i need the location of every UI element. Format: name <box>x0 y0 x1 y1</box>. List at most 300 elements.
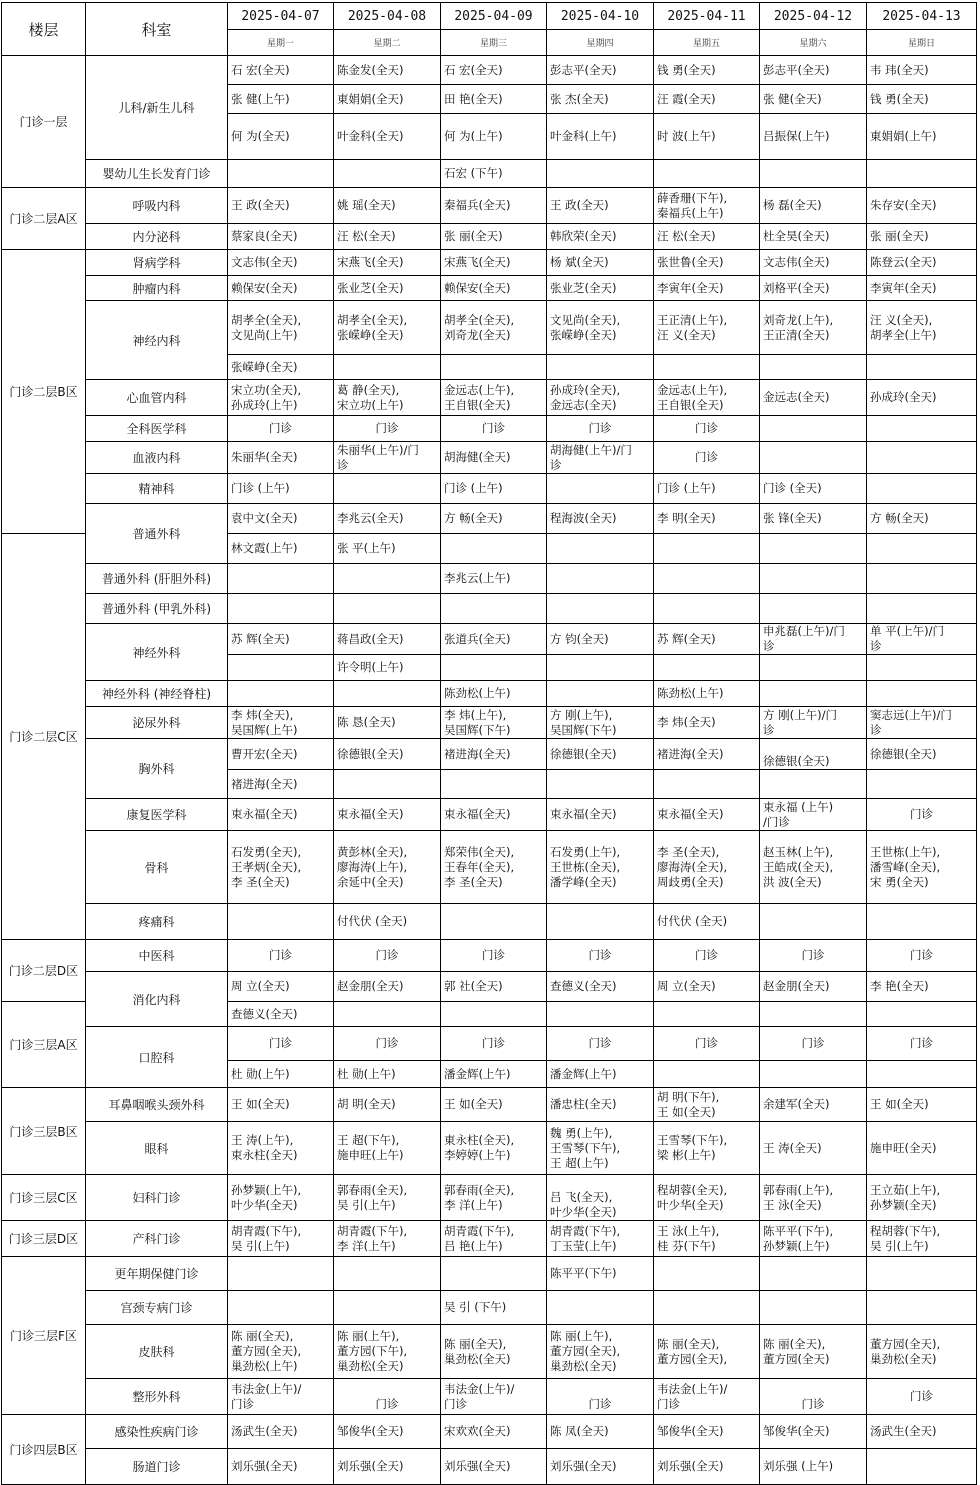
schedule-cell: 束永福 (上午) /门诊 <box>760 799 867 831</box>
dept-cell: 康复医学科 <box>86 799 228 831</box>
schedule-cell: 陈劲松(上午) <box>441 681 547 707</box>
schedule-cell: 胡 明(全天) <box>334 1088 441 1122</box>
schedule-cell: 石宏 (下午) <box>441 160 547 188</box>
schedule-cell <box>547 355 654 380</box>
schedule-cell: 张 丽(全天) <box>441 224 547 250</box>
dept-cell: 妇科门诊 <box>86 1175 228 1221</box>
weekday-header: 星期日 <box>867 30 977 56</box>
schedule-cell: 赵玉林(上午), 王皓成(全天), 洪 波(全天) <box>760 831 867 904</box>
schedule-cell <box>760 1291 867 1325</box>
schedule-cell: 张 平(上午) <box>334 534 441 564</box>
schedule-cell: 魏 勇(上午), 王雪琴(下午), 王 超(上午) <box>547 1122 654 1175</box>
schedule-cell: 石 宏(全天) <box>228 56 334 85</box>
schedule-cell: 门诊 <box>760 1379 867 1415</box>
schedule-cell <box>547 474 654 504</box>
schedule-cell: 吕 飞(全天), 叶少华(全天) <box>547 1175 654 1221</box>
schedule-cell: 束永福(全天) <box>654 799 760 831</box>
schedule-cell: 单 平(上午)/门 诊 <box>867 624 977 655</box>
weekday-header: 星期一 <box>228 30 334 56</box>
schedule-cell: 杜全昊(全天) <box>760 224 867 250</box>
schedule-cell: 赖保安(全天) <box>441 276 547 301</box>
schedule-row <box>2 188 977 224</box>
schedule-cell <box>654 655 760 681</box>
schedule-cell: 门诊 <box>547 1379 654 1415</box>
floor-cell: 门诊二层A区 <box>2 188 86 250</box>
date-header: 2025-04-09 <box>441 3 547 30</box>
schedule-cell <box>867 1257 977 1291</box>
schedule-cell: 付代伏 (全天) <box>334 904 441 940</box>
schedule-cell <box>334 1002 441 1027</box>
schedule-cell: 邹俊华(全天) <box>760 1415 867 1449</box>
schedule-cell: 葛 静(全天), 宋立功(上午) <box>334 380 441 416</box>
schedule-cell: 袁中文(全天) <box>228 504 334 534</box>
schedule-cell: 文志伟(全天) <box>228 250 334 276</box>
schedule-cell <box>867 564 977 594</box>
dept-cell: 宫颈专病门诊 <box>86 1291 228 1325</box>
schedule-cell <box>547 904 654 940</box>
schedule-cell <box>760 160 867 188</box>
schedule-cell <box>334 681 441 707</box>
dept-cell: 中医科 <box>86 940 228 972</box>
schedule-cell: 潘金辉(上午) <box>441 1061 547 1088</box>
schedule-cell: 李兆云(全天) <box>334 504 441 534</box>
schedule-cell: 李 炜(全天) <box>654 707 760 739</box>
schedule-cell: 赖保安(全天) <box>228 276 334 301</box>
schedule-cell <box>867 904 977 940</box>
schedule-cell: 张道兵(全天) <box>441 624 547 655</box>
schedule-cell <box>334 1257 441 1291</box>
schedule-cell: 门诊 <box>654 442 760 474</box>
schedule-row <box>2 56 977 85</box>
schedule-cell: 潘忠柱(全天) <box>547 1088 654 1122</box>
schedule-cell: 门诊 <box>228 416 334 442</box>
header-floor: 楼层 <box>2 3 86 56</box>
schedule-cell: 李兆云(上午) <box>441 564 547 594</box>
schedule-cell: 金远志(全天) <box>760 380 867 416</box>
floor-cell: 门诊二层B区 <box>2 250 86 534</box>
schedule-cell <box>441 904 547 940</box>
schedule-cell: 刘格平(全天) <box>760 276 867 301</box>
dept-cell: 口腔科 <box>86 1027 228 1088</box>
floor-cell: 门诊三层F区 <box>2 1257 86 1415</box>
schedule-cell: 张 丽(全天) <box>867 224 977 250</box>
dept-cell: 神经外科 (神经脊柱) <box>86 681 228 707</box>
schedule-cell: 韦法金(上午)/ 门诊 <box>228 1379 334 1415</box>
schedule-cell: 刘乐强(全天) <box>228 1449 334 1485</box>
schedule-row <box>2 224 977 250</box>
schedule-cell: 何 为(全天) <box>228 114 334 160</box>
dept-cell: 消化内科 <box>86 972 228 1027</box>
schedule-cell: 陈 丽(全天), 董方园(全天) <box>760 1325 867 1379</box>
schedule-cell: 朱存安(全天) <box>867 188 977 224</box>
schedule-cell: 潘金辉(上午) <box>547 1061 654 1088</box>
schedule-cell <box>228 681 334 707</box>
schedule-cell <box>867 1449 977 1485</box>
schedule-cell: 苏 辉(全天) <box>654 624 760 655</box>
schedule-cell: 胡孝全(全天), 文见尚(上午) <box>228 301 334 355</box>
dept-cell: 胸外科 <box>86 739 228 799</box>
date-header: 2025-04-07 <box>228 3 334 30</box>
schedule-cell: 方 畅(全天) <box>441 504 547 534</box>
schedule-cell <box>334 770 441 799</box>
schedule-cell: 東娟娟(上午) <box>867 114 977 160</box>
schedule-cell: 门诊 <box>228 940 334 972</box>
dept-cell: 疼痛科 <box>86 904 228 940</box>
schedule-cell: 黄彭林(全天), 廖海涛(上午), 余延中(全天) <box>334 831 441 904</box>
schedule-cell: 吕振保(上午) <box>760 114 867 160</box>
schedule-cell: 张嵘峥(全天) <box>228 355 334 380</box>
schedule-cell: 邹俊华(全天) <box>654 1415 760 1449</box>
schedule-cell <box>760 770 867 799</box>
schedule-cell: 朱丽华(全天) <box>228 442 334 474</box>
schedule-cell: 门诊 <box>654 1027 760 1061</box>
schedule-cell: 徐德银(全天) <box>867 739 977 770</box>
schedule-cell: 束永福(全天) <box>441 799 547 831</box>
schedule-cell <box>760 564 867 594</box>
schedule-cell: 门诊 <box>547 1027 654 1061</box>
dept-cell: 内分泌科 <box>86 224 228 250</box>
schedule-cell: 王 如(全天) <box>441 1088 547 1122</box>
schedule-cell <box>547 594 654 624</box>
schedule-cell <box>547 770 654 799</box>
schedule-cell: 褚进海(全天) <box>654 739 760 770</box>
schedule-cell <box>867 1291 977 1325</box>
schedule-cell <box>760 416 867 442</box>
schedule-cell: 周 立(全天) <box>654 972 760 1002</box>
schedule-cell: 徐德银(全天) <box>334 739 441 770</box>
dept-cell: 神经内科 <box>86 301 228 380</box>
schedule-cell: 林文霞(上午) <box>228 534 334 564</box>
schedule-cell: 付代伏 (全天) <box>654 904 760 940</box>
schedule-row <box>2 1291 977 1325</box>
schedule-cell <box>334 474 441 504</box>
schedule-cell: 赵金朋(全天) <box>760 972 867 1002</box>
schedule-cell: 郭春雨(全天), 吴 引(上午) <box>334 1175 441 1221</box>
dept-cell: 婴幼儿生长发育门诊 <box>86 160 228 188</box>
schedule-table <box>1 2 977 1485</box>
schedule-cell: 陈 恳(全天) <box>334 707 441 739</box>
schedule-cell: 门诊 <box>441 1027 547 1061</box>
schedule-cell: 门诊 <box>228 1027 334 1061</box>
schedule-cell: 杨 斌(全天) <box>547 250 654 276</box>
schedule-cell: 门诊 (上午) <box>441 474 547 504</box>
schedule-cell: 彭志平(全天) <box>760 56 867 85</box>
schedule-cell: 韦法金(上午)/ 门诊 <box>441 1379 547 1415</box>
weekday-header: 星期四 <box>547 30 654 56</box>
schedule-cell: 郭春雨(上午), 王 泳(全天) <box>760 1175 867 1221</box>
schedule-cell: 门诊 (上午) <box>654 474 760 504</box>
schedule-cell: 门诊 <box>334 940 441 972</box>
schedule-cell <box>228 594 334 624</box>
schedule-cell: 陈平平(下午) <box>547 1257 654 1291</box>
schedule-cell: 王 如(全天) <box>228 1088 334 1122</box>
schedule-cell <box>228 904 334 940</box>
schedule-cell: 汪 松(全天) <box>654 224 760 250</box>
schedule-cell: 東永柱(全天), 李婷婷(上午) <box>441 1122 547 1175</box>
schedule-cell: 陈登云(全天) <box>867 250 977 276</box>
schedule-cell: 王正清(上午), 汪 义(全天) <box>654 301 760 355</box>
schedule-cell <box>654 594 760 624</box>
schedule-row <box>2 1257 977 1291</box>
schedule-cell: 刘乐强(全天) <box>654 1449 760 1485</box>
schedule-cell <box>547 681 654 707</box>
schedule-cell: 韦 玮(全天) <box>867 56 977 85</box>
schedule-cell: 何 为(上午) <box>441 114 547 160</box>
dept-cell: 感染性疾病门诊 <box>86 1415 228 1449</box>
schedule-row <box>2 904 977 940</box>
schedule-cell: 陈 凤(全天) <box>547 1415 654 1449</box>
schedule-cell: 刘乐强(全天) <box>334 1449 441 1485</box>
dept-cell: 肿瘤内科 <box>86 276 228 301</box>
schedule-cell <box>441 534 547 564</box>
schedule-cell: 胡海健(上午)/门 诊 <box>547 442 654 474</box>
schedule-cell: 程胡蓉(下午), 吴 引(上午) <box>867 1221 977 1257</box>
dept-cell: 泌尿外科 <box>86 707 228 739</box>
dept-cell: 皮肤科 <box>86 1325 228 1379</box>
schedule-cell: 孙梦颖(上午), 叶少华(全天) <box>228 1175 334 1221</box>
schedule-cell: 叶金科(上午) <box>547 114 654 160</box>
schedule-cell: 董方园(全天), 巢劲松(全天) <box>867 1325 977 1379</box>
schedule-cell: 程胡蓉(全天), 叶少华(全天) <box>654 1175 760 1221</box>
date-header: 2025-04-13 <box>867 3 977 30</box>
schedule-cell <box>441 1257 547 1291</box>
schedule-cell: 叶金科(全天) <box>334 114 441 160</box>
schedule-cell: 束永福(全天) <box>228 799 334 831</box>
schedule-cell <box>547 564 654 594</box>
schedule-cell: 王雪琴(下午), 梁 彬(上午) <box>654 1122 760 1175</box>
schedule-cell: 陈 丽(上午), 董方园(下午), 巢劲松(全天) <box>334 1325 441 1379</box>
floor-cell: 门诊三层C区 <box>2 1175 86 1221</box>
schedule-cell <box>867 681 977 707</box>
schedule-cell <box>441 655 547 681</box>
schedule-cell: 门诊 <box>441 416 547 442</box>
schedule-cell: 田 艳(全天) <box>441 85 547 114</box>
schedule-cell <box>228 564 334 594</box>
schedule-cell: 时 波(上午) <box>654 114 760 160</box>
schedule-row <box>2 1415 977 1449</box>
schedule-row <box>2 416 977 442</box>
schedule-cell: 曹开宏(全天) <box>228 739 334 770</box>
schedule-row <box>2 1175 977 1221</box>
schedule-cell: 门诊 <box>547 416 654 442</box>
schedule-cell <box>228 655 334 681</box>
schedule-cell: 张 健(上午) <box>228 85 334 114</box>
schedule-cell <box>654 564 760 594</box>
schedule-cell: 杜 勋(上午) <box>334 1061 441 1088</box>
weekday-header: 星期五 <box>654 30 760 56</box>
schedule-cell: 郭 社(全天) <box>441 972 547 1002</box>
schedule-cell: 陈 丽(上午), 董方园(全天), 巢劲松(全天) <box>547 1325 654 1379</box>
schedule-cell <box>867 594 977 624</box>
schedule-cell: 方 钧(全天) <box>547 624 654 655</box>
schedule-cell: 胡青霞(下午), 李 洋(上午) <box>334 1221 441 1257</box>
schedule-cell: 施申旺(全天) <box>867 1122 977 1175</box>
dept-cell: 眼科 <box>86 1122 228 1175</box>
schedule-cell <box>654 1002 760 1027</box>
schedule-row <box>2 474 977 504</box>
schedule-cell: 周 立(全天) <box>228 972 334 1002</box>
schedule-cell: 王世栋(上午), 潘雪峰(全天), 宋 勇(全天) <box>867 831 977 904</box>
schedule-cell: 束永福(全天) <box>334 799 441 831</box>
schedule-cell: 张业芝(全天) <box>334 276 441 301</box>
schedule-cell <box>334 564 441 594</box>
schedule-cell: 张 健(全天) <box>760 85 867 114</box>
schedule-cell: 李 明(全天) <box>654 504 760 534</box>
schedule-cell: 王立茹(上午), 孙梦颖(全天) <box>867 1175 977 1221</box>
schedule-cell: 姚 瑶(全天) <box>334 188 441 224</box>
schedule-row <box>2 1122 977 1175</box>
schedule-cell: 朱丽华(上午)/门 诊 <box>334 442 441 474</box>
schedule-row <box>2 1088 977 1122</box>
schedule-cell: 胡孝全(全天), 张嵘峥(全天) <box>334 301 441 355</box>
schedule-cell: 宋燕飞(全天) <box>441 250 547 276</box>
schedule-cell: 陈劲松(上午) <box>654 681 760 707</box>
schedule-cell: 钱 勇(全天) <box>867 85 977 114</box>
schedule-cell: 窦志远(上午)/门 诊 <box>867 707 977 739</box>
schedule-cell: 门诊 <box>867 940 977 972</box>
schedule-row <box>2 594 977 624</box>
schedule-cell: 孙成玲(全天) <box>867 380 977 416</box>
dept-cell: 普通外科 (甲乳外科) <box>86 594 228 624</box>
schedule-cell: 刘乐强(全天) <box>547 1449 654 1485</box>
schedule-cell <box>867 355 977 380</box>
schedule-cell: 门诊 <box>654 940 760 972</box>
schedule-row <box>2 831 977 904</box>
dept-cell: 精神科 <box>86 474 228 504</box>
schedule-cell: 刘乐强 (上午) <box>760 1449 867 1485</box>
dept-cell: 呼吸内科 <box>86 188 228 224</box>
schedule-cell: 程海波(全天) <box>547 504 654 534</box>
schedule-row <box>2 799 977 831</box>
schedule-cell: 门诊 <box>334 1027 441 1061</box>
schedule-row <box>2 442 977 474</box>
schedule-cell: 查德义(全天) <box>228 1002 334 1027</box>
schedule-cell: 张世鲁(全天) <box>654 250 760 276</box>
weekday-header: 星期三 <box>441 30 547 56</box>
schedule-cell: 李 圣(全天), 廖海涛(全天), 周歧勇(全天) <box>654 831 760 904</box>
schedule-cell: 石发勇(上午), 王世栋(全天), 潘学峰(全天) <box>547 831 654 904</box>
schedule-row <box>2 972 977 1002</box>
floor-cell: 门诊三层A区 <box>2 1002 86 1088</box>
schedule-cell: 褚进海(全天) <box>441 739 547 770</box>
schedule-cell: 杨 磊(全天) <box>760 188 867 224</box>
schedule-cell: 邹俊华(全天) <box>334 1415 441 1449</box>
schedule-cell: 吴 引 (下午) <box>441 1291 547 1325</box>
schedule-cell: 门诊 <box>867 1027 977 1061</box>
schedule-cell: 徐德银(全天) <box>547 739 654 770</box>
date-header: 2025-04-08 <box>334 3 441 30</box>
date-header: 2025-04-11 <box>654 3 760 30</box>
schedule-cell: 王 政(全天) <box>228 188 334 224</box>
schedule-cell: 胡孝全(全天), 刘奇龙(全天) <box>441 301 547 355</box>
schedule-cell: 门诊 <box>334 416 441 442</box>
dept-cell: 产科门诊 <box>86 1221 228 1257</box>
date-header: 2025-04-10 <box>547 3 654 30</box>
schedule-cell <box>760 594 867 624</box>
schedule-row <box>2 681 977 707</box>
floor-cell: 门诊三层B区 <box>2 1088 86 1175</box>
schedule-row <box>2 380 977 416</box>
schedule-cell: 蔡家良(全天) <box>228 224 334 250</box>
dept-cell: 儿科/新生儿科 <box>86 56 228 160</box>
dept-cell: 普通外科 (肝胆外科) <box>86 564 228 594</box>
schedule-cell: 東娟娟(全天) <box>334 85 441 114</box>
schedule-cell: 王 涛(全天) <box>760 1122 867 1175</box>
schedule-cell: 徐德银(全天) <box>760 739 867 770</box>
schedule-cell <box>760 1061 867 1088</box>
schedule-cell: 门诊 <box>547 940 654 972</box>
schedule-cell: 李 炜(上午), 吴国辉(下午) <box>441 707 547 739</box>
schedule-cell: 陈 丽(全天), 巢劲松(全天) <box>441 1325 547 1379</box>
schedule-cell <box>867 770 977 799</box>
schedule-cell: 韩欣荣(全天) <box>547 224 654 250</box>
schedule-cell <box>228 1291 334 1325</box>
schedule-row <box>2 1449 977 1485</box>
date-header: 2025-04-12 <box>760 3 867 30</box>
schedule-cell: 门诊 <box>867 799 977 831</box>
schedule-cell <box>654 1291 760 1325</box>
schedule-cell: 宋燕飞(全天) <box>334 250 441 276</box>
schedule-cell <box>441 1002 547 1027</box>
schedule-cell <box>654 770 760 799</box>
schedule-row <box>2 940 977 972</box>
schedule-cell: 孙成玲(全天), 金远志(全天) <box>547 380 654 416</box>
dept-cell: 全科医学科 <box>86 416 228 442</box>
schedule-cell <box>760 534 867 564</box>
schedule-cell: 金远志(上午), 王自银(全天) <box>441 380 547 416</box>
schedule-cell: 门诊 (全天) <box>760 474 867 504</box>
schedule-row <box>2 1325 977 1379</box>
schedule-cell <box>867 416 977 442</box>
schedule-cell: 王 泳(上午), 桂 芬(下午) <box>654 1221 760 1257</box>
weekday-header: 星期二 <box>334 30 441 56</box>
dept-cell: 耳鼻咽喉头颈外科 <box>86 1088 228 1122</box>
floor-cell: 门诊二层D区 <box>2 940 86 1002</box>
schedule-cell: 门诊 <box>654 416 760 442</box>
schedule-cell <box>654 355 760 380</box>
schedule-cell: 方 畅(全天) <box>867 504 977 534</box>
schedule-cell: 张业芝(全天) <box>547 276 654 301</box>
schedule-cell: 方 刚(上午)/门 诊 <box>760 707 867 739</box>
schedule-cell: 李寅年(全天) <box>867 276 977 301</box>
schedule-cell: 胡青霞(下午), 吴 引(上午) <box>228 1221 334 1257</box>
schedule-cell <box>867 442 977 474</box>
schedule-cell: 杜 勋(上午) <box>228 1061 334 1088</box>
schedule-cell: 汪 松(全天) <box>334 224 441 250</box>
schedule-cell: 刘奇龙(上午), 王正清(全天) <box>760 301 867 355</box>
floor-cell: 门诊一层 <box>2 56 86 188</box>
schedule-cell <box>867 1061 977 1088</box>
schedule-cell <box>760 355 867 380</box>
schedule-cell <box>654 1257 760 1291</box>
schedule-cell: 李 艳(全天) <box>867 972 977 1002</box>
schedule-cell <box>547 655 654 681</box>
schedule-cell <box>547 1291 654 1325</box>
schedule-cell: 金远志(上午), 王自银(全天) <box>654 380 760 416</box>
schedule-cell: 刘乐强(全天) <box>441 1449 547 1485</box>
schedule-cell: 方 刚(上午), 吴国辉(下午) <box>547 707 654 739</box>
schedule-row <box>2 1027 977 1061</box>
schedule-cell <box>867 655 977 681</box>
schedule-cell: 门诊 (上午) <box>228 474 334 504</box>
schedule-cell: 门诊 <box>760 940 867 972</box>
schedule-cell: 王 涛(上午), 束永柱(全天) <box>228 1122 334 1175</box>
dept-cell: 整形外科 <box>86 1379 228 1415</box>
dept-cell: 普通外科 <box>86 504 228 564</box>
schedule-cell <box>334 594 441 624</box>
schedule-cell <box>867 160 977 188</box>
floor-cell: 门诊二层C区 <box>2 534 86 940</box>
